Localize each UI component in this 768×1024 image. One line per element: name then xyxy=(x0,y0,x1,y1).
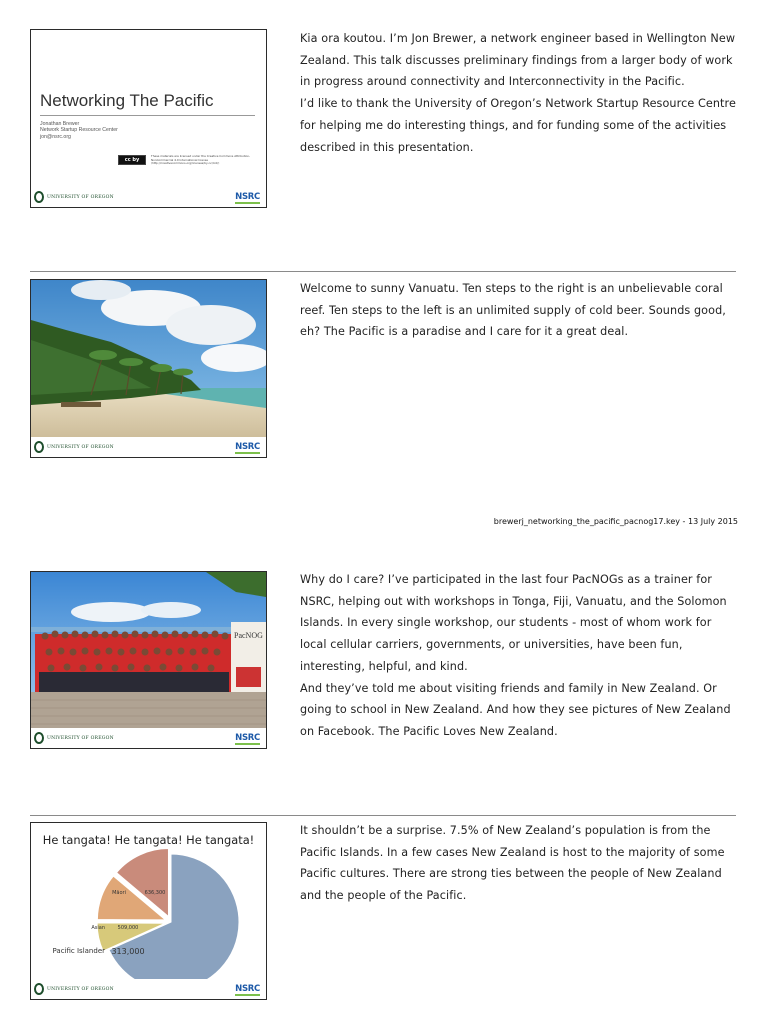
pie-label-category: Māori xyxy=(112,890,126,896)
population-pie-chart xyxy=(31,847,266,997)
nsrc-logo: NSRC xyxy=(235,733,260,743)
slide-thumbnail-3 xyxy=(30,571,267,749)
speaker-notes-3 xyxy=(300,569,738,743)
nsrc-logo: NSRC xyxy=(235,192,260,202)
pie-label-value: 636,300 xyxy=(144,890,166,896)
notes-paragraph: It shouldn’t be a surprise. 7.5% of New Zealand’s population is from the Pacific Islands. In a few cases New Zealand is host to the majority of some Pacific cultures. There are strong ties between the people of New Zealand and the people of the Pacific. xyxy=(300,824,725,903)
slide-title: Networking The Pacific xyxy=(40,91,214,110)
slide-thumbnail-2 xyxy=(30,279,267,458)
uo-o-icon xyxy=(34,732,44,744)
cc-license-icon xyxy=(118,155,146,165)
speaker-notes-2 xyxy=(300,278,738,343)
notes-paragraph: Kia ora koutou. I’m Jon Brewer, a network engineer based in Wellington New Zealand. This talk discusses preliminary findings from a larger body of work in progress around connectivity and Interconnectivity in the Pacific. xyxy=(300,32,736,89)
notes-paragraph: I’d like to thank the University of Oregon’s Network Startup Resource Centre for helping me do interesting things, and for funding some of the activities described in this presentation. xyxy=(300,97,736,154)
pacnog-banner: PacNOG xyxy=(234,631,263,640)
notes-paragraph: Why do I care? I’ve participated in the last four PacNOGs as a trainer for NSRC, helping out with workshops in Tonga, Fiji, Vanuatu, and the Solomon Islands. In every single workshop, our students - most of whom work for local cellular carriers, governments, or universities, have been fun, interesting, helpful, and kind. xyxy=(300,573,727,673)
chart-title: He tangata! He tangata! He tangata! xyxy=(42,833,255,847)
slide-footer xyxy=(31,437,266,457)
university-logo xyxy=(34,983,114,995)
cc-badge-text: cc by xyxy=(124,157,140,163)
uo-o-icon xyxy=(34,983,44,995)
university-logo xyxy=(34,191,114,203)
group-photo xyxy=(31,572,266,730)
document-stamp: brewerj_networking_the_pacific_pacnog17.key - 13 July 2015 xyxy=(493,517,738,526)
uo-o-icon xyxy=(34,191,44,203)
university-name: UNIVERSITY OF OREGON xyxy=(47,735,114,741)
beach-photo xyxy=(31,280,266,438)
nsrc-logo: NSRC xyxy=(235,984,260,994)
nsrc-logo: NSRC xyxy=(235,442,260,452)
notes-paragraph: And they’ve told me about visiting friends and family in New Zealand. Or going to school in New Zealand. And how they see pictures of New Zealand on Facebook. The Pacific Loves New Zealand. xyxy=(300,681,731,738)
author-org: Network Startup Resource Center xyxy=(40,127,118,134)
section-divider xyxy=(30,815,736,816)
section-divider xyxy=(30,271,736,272)
slide-footer xyxy=(31,187,266,207)
pie-label-category: Asian xyxy=(91,925,105,931)
author-email: jon@nsrc.org xyxy=(40,133,71,140)
slide-thumbnail-1 xyxy=(30,29,267,208)
university-name: UNIVERSITY OF OREGON xyxy=(47,194,114,200)
slide-footer xyxy=(31,728,266,748)
pie-label-category: Pacific Islander xyxy=(52,947,105,955)
university-logo xyxy=(34,732,114,744)
notes-paragraph: Welcome to sunny Vanuatu. Ten steps to the right is an unbelievable coral reef. Ten steps to the left is an unlimited supply of cold beer. Sounds good, eh? The Pacific is a paradise and I care for it a great deal. xyxy=(300,282,726,339)
slide-footer xyxy=(31,979,266,999)
title-divider xyxy=(40,115,255,116)
university-logo xyxy=(34,441,114,453)
speaker-notes-4 xyxy=(300,820,738,907)
speaker-notes-1 xyxy=(300,28,738,158)
slide-author-block xyxy=(40,121,118,140)
pie-label-value: 509,000 xyxy=(117,925,139,931)
license-text: These materials are licensed under the Creative Commons Attribution-NonCommercial 4.0 International license (http://creativecommons.org/licenses/by-nc/4.0/) xyxy=(151,154,251,166)
pie-label-value: 313,000 xyxy=(111,947,145,956)
university-name: UNIVERSITY OF OREGON xyxy=(47,444,114,450)
university-name: UNIVERSITY OF OREGON xyxy=(47,986,114,992)
slide-thumbnail-4 xyxy=(30,822,267,1000)
uo-o-icon xyxy=(34,441,44,453)
author-name: Jonathan Brewer xyxy=(40,121,80,127)
